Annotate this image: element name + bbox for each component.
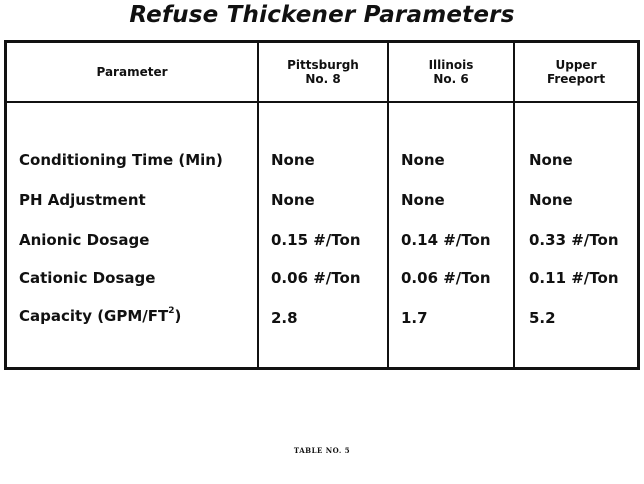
cell-illinois-anionic: 0.14 #/Ton bbox=[401, 231, 491, 249]
cell-illinois-cationic: 0.06 #/Ton bbox=[401, 269, 491, 287]
page-title: Refuse Thickener Parameters bbox=[129, 2, 515, 28]
header-pittsburgh-line2: No. 8 bbox=[305, 72, 341, 86]
header-pittsburgh bbox=[259, 43, 387, 101]
header-upper-freeport-line2: Freeport bbox=[546, 72, 606, 86]
cell-pittsburgh-cationic: 0.06 #/Ton bbox=[271, 269, 361, 287]
capacity-label-end: ) bbox=[174, 307, 182, 325]
header-parameter: Parameter bbox=[96, 65, 168, 79]
capacity-label-superscript: 2 bbox=[168, 306, 175, 316]
cell-freeport-capacity: 5.2 bbox=[529, 309, 556, 327]
header-divider bbox=[7, 101, 637, 103]
header-illinois-line1: Illinois bbox=[428, 58, 474, 72]
header-upper-freeport-line1: Upper bbox=[555, 58, 597, 72]
row-label-conditioning-time: Conditioning Time (Min) bbox=[19, 151, 223, 169]
header-pittsburgh-line1: Pittsburgh bbox=[287, 58, 359, 72]
cell-pittsburgh-conditioning: None bbox=[271, 151, 315, 169]
cell-pittsburgh-capacity: 2.8 bbox=[271, 309, 298, 327]
cell-pittsburgh-anionic: 0.15 #/Ton bbox=[271, 231, 361, 249]
header-upper-freeport bbox=[515, 43, 637, 101]
header-illinois-line2: No. 6 bbox=[433, 72, 469, 86]
row-label-cationic-dosage: Cationic Dosage bbox=[19, 269, 156, 287]
cell-pittsburgh-ph: None bbox=[271, 191, 315, 209]
table-number: TABLE NO. 5 bbox=[293, 446, 351, 455]
cell-freeport-ph: None bbox=[529, 191, 573, 209]
row-label-anionic-dosage: Anionic Dosage bbox=[19, 231, 150, 249]
cell-freeport-anionic: 0.33 #/Ton bbox=[529, 231, 619, 249]
row-label-ph-adjustment: PH Adjustment bbox=[19, 191, 146, 209]
cell-illinois-conditioning: None bbox=[401, 151, 445, 169]
cell-freeport-conditioning: None bbox=[529, 151, 573, 169]
capacity-label-main: Capacity (GPM/FT bbox=[19, 307, 169, 325]
cell-freeport-cationic: 0.11 #/Ton bbox=[529, 269, 619, 287]
cell-illinois-capacity: 1.7 bbox=[401, 309, 428, 327]
row-label-capacity bbox=[19, 307, 181, 325]
header-illinois bbox=[389, 43, 513, 101]
cell-illinois-ph: None bbox=[401, 191, 445, 209]
parameters-table bbox=[4, 40, 640, 370]
